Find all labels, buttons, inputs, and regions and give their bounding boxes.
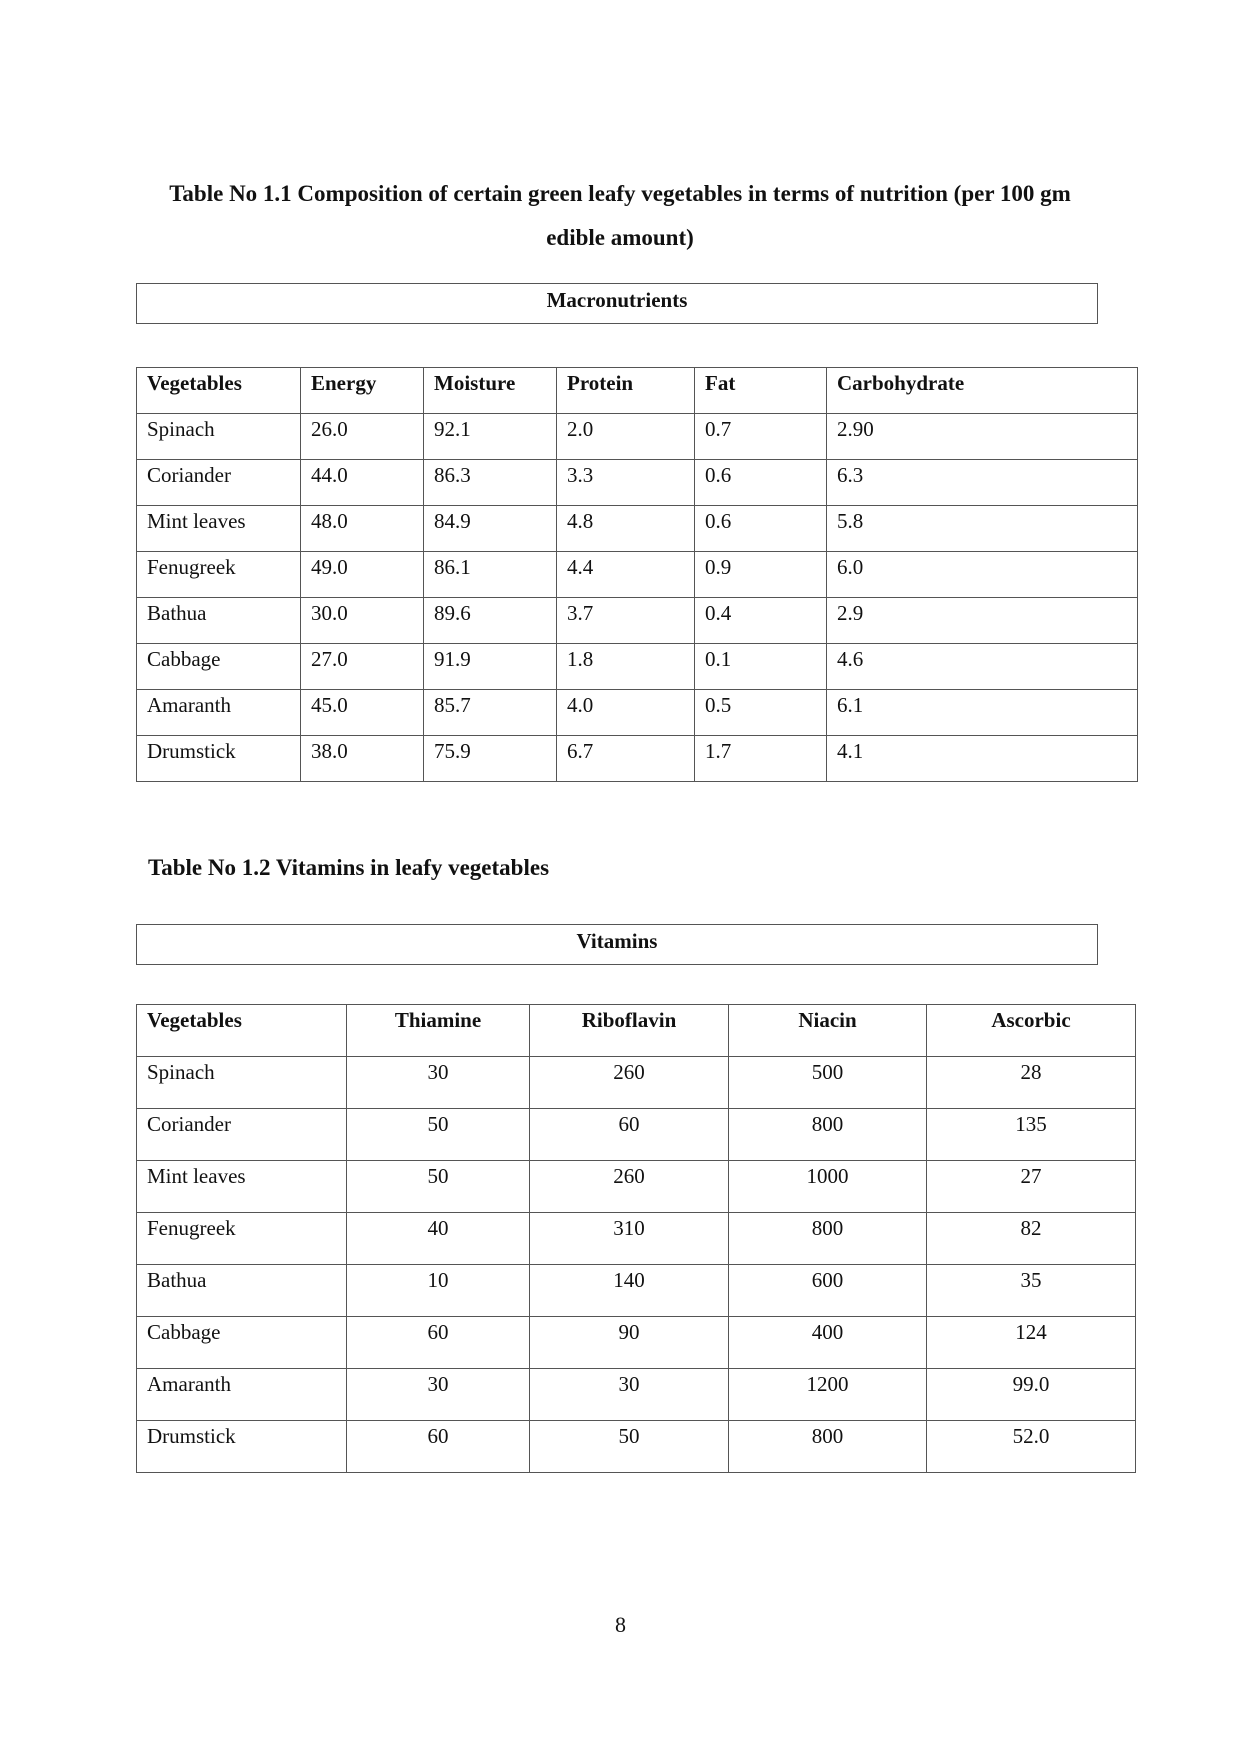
vegetable-name-cell: Cabbage — [137, 1317, 347, 1369]
vegetable-name-cell: Amaranth — [137, 1369, 347, 1421]
vegetable-name-cell: Bathua — [137, 1265, 347, 1317]
value-cell: 89.6 — [424, 598, 557, 644]
value-cell: 38.0 — [301, 736, 424, 782]
value-cell: 30 — [347, 1369, 530, 1421]
value-cell: 52.0 — [927, 1421, 1136, 1473]
table-row — [137, 506, 1138, 552]
value-cell: 1200 — [729, 1369, 927, 1421]
value-cell: 800 — [729, 1421, 927, 1473]
value-cell: 1.7 — [695, 736, 827, 782]
table-row — [137, 1369, 1136, 1421]
vegetable-name-cell: Amaranth — [137, 690, 301, 736]
value-cell: 3.3 — [557, 460, 695, 506]
vegetable-name-cell: Cabbage — [137, 644, 301, 690]
vegetable-name-cell: Spinach — [137, 1057, 347, 1109]
value-cell: 10 — [347, 1265, 530, 1317]
value-cell: 92.1 — [424, 414, 557, 460]
macronutrients-table — [136, 367, 1138, 782]
value-cell: 260 — [530, 1161, 729, 1213]
value-cell: 6.1 — [827, 690, 1138, 736]
value-cell: 400 — [729, 1317, 927, 1369]
column-header: Fat — [695, 368, 827, 414]
vitamins-table — [136, 1004, 1136, 1473]
value-cell: 124 — [927, 1317, 1136, 1369]
value-cell: 90 — [530, 1317, 729, 1369]
table-row — [137, 1421, 1136, 1473]
value-cell: 50 — [347, 1109, 530, 1161]
table-row — [137, 1265, 1136, 1317]
value-cell: 4.6 — [827, 644, 1138, 690]
vegetable-name-cell: Fenugreek — [137, 552, 301, 598]
value-cell: 260 — [530, 1057, 729, 1109]
vegetable-name-cell: Coriander — [137, 460, 301, 506]
column-header: Energy — [301, 368, 424, 414]
value-cell: 27 — [927, 1161, 1136, 1213]
value-cell: 0.9 — [695, 552, 827, 598]
value-cell: 2.0 — [557, 414, 695, 460]
table-row — [137, 1057, 1136, 1109]
value-cell: 0.6 — [695, 506, 827, 552]
value-cell: 30.0 — [301, 598, 424, 644]
value-cell: 50 — [530, 1421, 729, 1473]
value-cell: 26.0 — [301, 414, 424, 460]
value-cell: 40 — [347, 1213, 530, 1265]
value-cell: 45.0 — [301, 690, 424, 736]
table-row — [137, 690, 1138, 736]
value-cell: 27.0 — [301, 644, 424, 690]
table-row — [137, 552, 1138, 598]
value-cell: 48.0 — [301, 506, 424, 552]
value-cell: 4.8 — [557, 506, 695, 552]
value-cell: 82 — [927, 1213, 1136, 1265]
value-cell: 6.0 — [827, 552, 1138, 598]
value-cell: 86.1 — [424, 552, 557, 598]
value-cell: 49.0 — [301, 552, 424, 598]
vegetable-name-cell: Drumstick — [137, 1421, 347, 1473]
value-cell: 5.8 — [827, 506, 1138, 552]
value-cell: 1.8 — [557, 644, 695, 690]
value-cell: 50 — [347, 1161, 530, 1213]
vitamins-label: Vitamins — [576, 929, 658, 953]
column-header: Thiamine — [347, 1005, 530, 1057]
macronutrients-header-box — [136, 283, 1098, 324]
vegetable-name-cell: Fenugreek — [137, 1213, 347, 1265]
value-cell: 85.7 — [424, 690, 557, 736]
value-cell: 28 — [927, 1057, 1136, 1109]
table2-title: Table No 1.2 Vitamins in leafy vegetables — [148, 855, 550, 880]
value-cell: 6.7 — [557, 736, 695, 782]
value-cell: 600 — [729, 1265, 927, 1317]
value-cell: 35 — [927, 1265, 1136, 1317]
table-header-row — [137, 1005, 1136, 1057]
table1-title: Table No 1.1 Composition of certain green leafy vegetables in terms of nutrition (per 100 gm edible amount) — [169, 181, 1071, 250]
value-cell: 60 — [347, 1317, 530, 1369]
vegetable-name-cell: Drumstick — [137, 736, 301, 782]
column-header: Riboflavin — [530, 1005, 729, 1057]
value-cell: 44.0 — [301, 460, 424, 506]
value-cell: 75.9 — [424, 736, 557, 782]
column-header: Carbohydrate — [827, 368, 1138, 414]
table-row — [137, 644, 1138, 690]
value-cell: 60 — [347, 1421, 530, 1473]
table-row — [137, 1161, 1136, 1213]
value-cell: 310 — [530, 1213, 729, 1265]
value-cell: 140 — [530, 1265, 729, 1317]
column-header: Moisture — [424, 368, 557, 414]
value-cell: 84.9 — [424, 506, 557, 552]
value-cell: 30 — [347, 1057, 530, 1109]
value-cell: 0.5 — [695, 690, 827, 736]
column-header: Vegetables — [137, 1005, 347, 1057]
vitamins-header-box — [136, 924, 1098, 965]
value-cell: 4.0 — [557, 690, 695, 736]
table-row — [137, 460, 1138, 506]
value-cell: 2.9 — [827, 598, 1138, 644]
macronutrients-label: Macronutrients — [546, 288, 688, 312]
table-row — [137, 1109, 1136, 1161]
value-cell: 30 — [530, 1369, 729, 1421]
value-cell: 500 — [729, 1057, 927, 1109]
table-row — [137, 1213, 1136, 1265]
value-cell: 99.0 — [927, 1369, 1136, 1421]
value-cell: 1000 — [729, 1161, 927, 1213]
vegetable-name-cell: Bathua — [137, 598, 301, 644]
vegetable-name-cell: Mint leaves — [137, 1161, 347, 1213]
value-cell: 6.3 — [827, 460, 1138, 506]
value-cell: 0.7 — [695, 414, 827, 460]
value-cell: 0.1 — [695, 644, 827, 690]
vegetable-name-cell: Coriander — [137, 1109, 347, 1161]
value-cell: 2.90 — [827, 414, 1138, 460]
column-header: Ascorbic — [927, 1005, 1136, 1057]
value-cell: 0.6 — [695, 460, 827, 506]
column-header: Niacin — [729, 1005, 927, 1057]
vegetable-name-cell: Mint leaves — [137, 506, 301, 552]
value-cell: 60 — [530, 1109, 729, 1161]
table-row — [137, 598, 1138, 644]
table-row — [137, 414, 1138, 460]
value-cell: 86.3 — [424, 460, 557, 506]
table-row — [137, 736, 1138, 782]
column-header: Vegetables — [137, 368, 301, 414]
value-cell: 135 — [927, 1109, 1136, 1161]
vegetable-name-cell: Spinach — [137, 414, 301, 460]
page-number: 8 — [615, 1612, 626, 1637]
value-cell: 800 — [729, 1213, 927, 1265]
value-cell: 4.4 — [557, 552, 695, 598]
table-row — [137, 1317, 1136, 1369]
value-cell: 800 — [729, 1109, 927, 1161]
value-cell: 3.7 — [557, 598, 695, 644]
value-cell: 4.1 — [827, 736, 1138, 782]
value-cell: 0.4 — [695, 598, 827, 644]
value-cell: 91.9 — [424, 644, 557, 690]
column-header: Protein — [557, 368, 695, 414]
table-header-row — [137, 368, 1138, 414]
